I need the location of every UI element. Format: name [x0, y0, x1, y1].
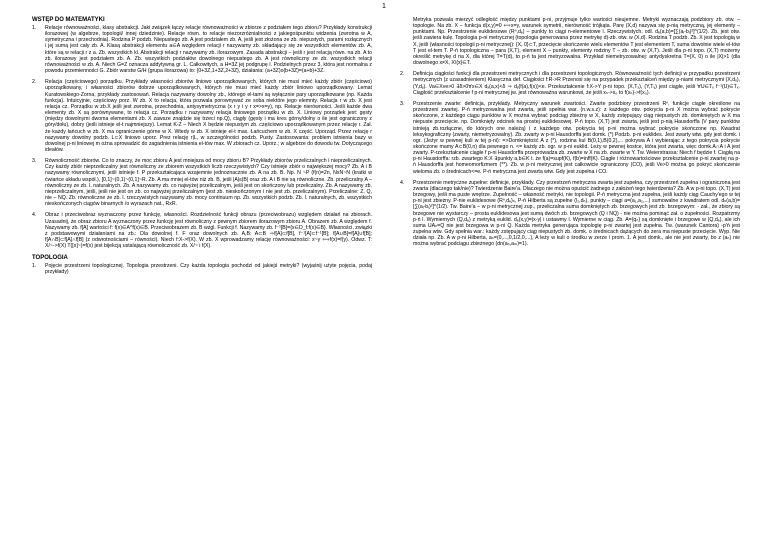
item-number-empty — [400, 17, 413, 66]
item-number: 1. — [32, 263, 37, 270]
list-item — [32, 25, 372, 74]
item-number: 3. — [32, 158, 37, 165]
left-column — [32, 17, 372, 281]
item-text: Definicja ciągłości funkcji dla przestrzeni metrycznych i dla przestrzeni topologicznych. Równoważność tych definicji w przypadku przestrzeni metrycznych (z uzasadnieniem) Klasyczna def. Ciągłości f:R->R Przenosi się na przypadek przekształceń między p-niami metrycznymi (X,dₓ), (Y,dᵧ). Va∈Xve>0 ∃δ>0∀x∈X dₓ(a,x)<δ ⇒ dᵧ(f(a),f(x))<e. Przekształcenie f:X->Y p-ni topo. (X,Tₓ), (Y,Tᵧ) jest ciągłe, jeśli ∀U∈Tᵧ f⁻¹(U)∈Tₓ. Ciągłość przekształcenie f p-ni metrycznej jw. jest równoważna warunkowi, że jeśli xₙ->x₀ to f(xₙ)->f(x₀). — [413, 71, 740, 96]
list-item — [32, 79, 372, 153]
item-text: Obraz i przeciwobraz wyznaczony przez funkcję, własności. Rozdzielność funkcji obrazu (przeciwobrazu) względem działań na zbiorach. Uzasadnij, że obraz zbioru A wyznaczony przez funkcję jest równoliczny z pewnym zbiorem ilorazowym zbioru A. Obrazem zb. A względem f. Nazywamy zb. f[A] wartości f: f(x)∈A^f(x)∈B. Przeciwobrazem zb. B wzgl. Funkcji f. Nazywamy zb. f⁻¹[B]={x∈D_f:f(x)∈B}. Własności, związki z podstawowymi działaniami na zb.: Dla dowolnej f. F oraz dowolnych zb. A,B: A⊂B ⇒f[A]⊂f[B], f⁻¹[A]⊂f⁻¹[B]; f[A∪B]=f[A]∪f[B]; f[A∩B]⊂f[A]∩f[B] (z odwrotnościami – równości). Niech f:X->f(X). W zb. X wprowadzamy relację równoważności: x~y ⟺f(x)=f(y). Odwz. T: X/~->f(X) T([x]~)=f(x) jest bijekcją ustalającą równoliczność zb. X/~ i f(X). — [45, 212, 372, 250]
list-item-continuation — [400, 17, 740, 66]
section-title-topologia: TOPOLOGIA — [32, 255, 68, 262]
item-text: Metryka pozwala mierzyć odległość między punktami p-ni, przyjmuje tylko wartości nieujemne. Metryki wyznaczają podzbiory zb. otw. – topologie. Na zb. X – funkcja d(x,y)=0 ⟺x=y, warunek symetrii, nierówność trójkąta. Parę (X,d) nazywa się p-nią metryczną, jej elementy – punktami. Np. Przestrzenie euklidesowe (Rⁿ,dₑ) – punkty to ciągi n-elementowe l. Rzeczywistych, odl. dₑ(a,b)=[∑(aᵢ-bᵢ)²]^(1/2). Zb. jest otw. jeśli zawiera kulę. Topologia p-ni metrycznej (topologia generowana przez metrykę d)-zb. otw. w (X,d). Rodzina T podzb. Zb. X jest topologią w X, jeśli (własności topologii p-ni metrycznej): {X, 0}⊂T, przecięcie skończenie wielu elementów T jest elementem T, suma dowolnie wiele el-tów T jest el-tem T. P-ń topologiczna – para (X,T), element X – punkty, elementy rodziny T – zb. otw. w (X,T). Jeśli dla p-ni topo. (X,T) możemy określić metrykę d na X, dla której T=T(d), to p-ń ta jest metryzowalna. Przykład niemetryzowalnej: antydyskretna T={X, 0} o ile |X|>1 (dla dowolnego x≠X, X\{x}∈T. — [413, 17, 740, 67]
item-number: 2. — [400, 71, 405, 78]
list-item — [32, 263, 372, 275]
right-column — [400, 17, 740, 252]
item-text: Pojęcie przestrzeni topologicznej. Topologia przestrzeni. Czy każda topologia pochodzi od jakiejś metryki? (wyjaśnij użyte pojęcia, podaj przykłady) — [45, 263, 372, 276]
list-item — [400, 101, 740, 175]
item-text: Przestrzenie zwarte: definicja, przykłady. Metryczny warunek zwartości. Zwarte podzbiory przestrzeni Rⁿ, funkcje ciągłe określone na przestrzeni zwartej. P-ń metryzowalna jest zwarta, jeśli spełnia war. (n.w.s.z): z każdego otw. pokrycia p-ni X można wybrać pokrycie skończone, z każdego ciągu punktów w X można wybrać podciąg zbieżny w X, każdy zstępujący ciąg niepustych zb. domkniętych w X ma niepuste przecięcie. np. Domknięty odcinek na prostej euklidesowej. P-ń topo. (X,T) jest zwarta, jeśli jest p-nią Hausdorffa (V pary punktów istnieją zb.rozłączne, do których one należą) i z każdego otw. pokrycia tej p-ni można wybrać pokrycie skończone np. Kwadrat leksykograficzny (zwarty, niemetryzowalny). Zb. zwarty w p-ni Hausdorffa jest domk. (*) Podzb. p-ni euklides. Jest zwarty wtw. gdy jest domk. i ogr. (Jeżyr w pewnej kuli w tej p-ni): =>Domkniętość A z (*), rodzina kul B(0,1),B(0,2),... pokrywa A i wybierając z tego pokrycia pokrycie skończone mamy A⊂B(0,n) dla pewnego n. <= każdy zb. ogr. w p-ni euklid. Leży w pewnej kostce, która jest zwarta, więc domk.A∩A i A jest zwarty. P-rzekształcenie ciągłe f p-ni Hausdorffa przeprowadza zb. zwarte w X na zb. zwarte w Y. Tw. Weierstrassa: Niech f będzie f. Ciągłą na p-ni Hausdorffa: rzb. zwartego K:X ∃punkty a,b∈K t. że f(a)=supf(K), f(b)=inff(K). Ciągłe i różnowartościowe przekształcenie p-ni zwartej na p-ń Hausdorffa jest homeomorfizmem (**). Zb. w p-ni metrycznej jest całkowicie ograniczony (CO), jeśli Ve>0 można go pokryć skończenie wieloma zb. o średnicach<=e. P-ń metryczna jest zwarta wtw. Gdy jest zupełna i CO. — [413, 100, 740, 175]
item-number: 3. — [400, 100, 405, 107]
section-title-wstep: WSTĘP DO MATEMATYKI — [32, 17, 105, 23]
item-number: 1. — [32, 25, 37, 31]
list-item — [32, 212, 372, 249]
item-text: Równoliczność zbiorów. Co to znaczy, że moc zbioru A jest mniejsza od mocy zbioru B? Przykłady zbiorów przeliczalnych i nieprzeliczalnych. Czy każdy zbiór nieprzeliczalny jest równoliczny ze zbiorem wszystkich liczb rzeczywistych? Czy istnieje zbiór o największej mocy? Zb. A i B nazywamy równolicznymi, jeśli istnieje f. P przekształcająca wzajemnie jednoznacznie zb. A na zb. B. Np. N ~P (f(n)=2n, NxN~N (kratki w ćwiartce układu współ.), [0,1]~(0,1)~(0,1]~R. Zb. A ma mniej el-tów niż zb. B, jeśli |A|≤|B| oraz zb. A i B nie są równoliczne. Zb. przeliczalny A – równoliczny ze zb. l. naturalnych. Zb. A nazywamy zb. co najwyżej przeliczalnym, jeśli jest on skończony lub przeliczalny. Zb. A nazywamy zb. nieprzeliczalnym, jeśli, jeśli nie jest on zb. co najwyżej przeliczalnym (jest zb. nieskończonym i nie jest zb. przeliczalnym). Przeliczalne: Z, Q, nie – NQ. Zb. równoliczne ze zb. l. rzeczywistych nazywamy zb. mocy continuum np. Zb. wszystkich podzb. Zb. l. naturalnych, zb. wszystkich nieskończonych ciągów binarnych /o wyrazach nat., RxR. — [45, 158, 372, 208]
item-text: Relacja (częściowego) porządku. Przykłady własności zbiorów liniowo uporządkowanych, których nie musi mieć każdy zbiór (częściowo) uporządkowany, i własności zbiorów dobrze uporządkowanych, których nie musi mieć każdy zbiór liniowo uporządkowany. Lemat Kuratowskiego-Zorna, przykłady zastosowań. Relacja nazywamy dowolny zb., którego el-tami są wyłącznie pary uporządkowane (np. Każda funkcja). Intuicyjnie, częściowy porz. W zb. X to relacja, która pozwala porownywać ze soba niektóre jego elemnty. Relacja r w zb. X jest relacja cz. Porządku w zb.X jeśli jest zwrotna, przechodnia, antysymetryczna (x r y i y r x=>x=y), np. Relacje nierówności. Jeśli każde dwa elementy zb. X są porównywane, to relacja cz. Porządku r nazywamy relacja liniowego porządku w zb. X. Liniowy porządek jest: gęsty (między dowolnymi dwoma elementami zb. X zawsze znajdzie się trzeci np.Q), ciągły (gęsty i ma kres górny/dolny o ile jest ograniczony z góry/dołu), dobry (jeśli istnieje el-t najmniejszy). Lemat K-Z – Niech X będzie niepustym zb. częściowo uporządkowanym przez relację r. Zał. że każdy łańcuch w zb. X ma ograniczenie górne w X. Wtedy w zb. X istnieje el-t max. Łańcuchem w zb. X część. Uporząd. Przez relację r nazywamy dowolny podzb. L⊂X liniowo uporz. Prez relację r|L, w szczególności podzb. Pusty. Zastosowania: problem istnienia bazy w dowolnej p-ni liniowej m ożna sprowadzić do zagadnienia istnienia el-tów max. W zbiorach cz. Uporz.; w algebrze do dowodu tw. Dotyczącego ideałów. — [45, 79, 372, 153]
item-text: Przestrzenie metryczne zupełne: definicje, przykłady. Czy przestrzeń metryczna zwarta jest zupełna, czy przestrzeń zupełna i ograniczona jest zwarta (dlaczego tak/nie)? Twierdzenie Baire'a. Dlaczego nie można opuścić żadnego z założeń tego twierdzenia? Zb. A w p-ni topo. (X,T) jest brzegowy, jeśli ma puste wnętrze. Zupełność – własność metryki, nie topologii. P-ń metryczna jest zupełna, jeśli każdy ciąg Cauchy'ego w tej p-ni jest zbieżny. P-nie euklidesowe (Rⁿ,dₑ)ₙ, P-ń Hilberta są zupełne (l₂,dₕ), punkty – ciągi a=(a₁,a₂,...) sumowalne z kwadratem odl. dₕ(a,b)=[∑(aᵢ-bᵢ)²]^(1/2). Tw. Baire'a – w p-ni metrycznej zup., przeliczalna suma domkniętych zb. brzegowych jest zb. brzegowym: - zał., że zbiory są brzegowe nie wystarczy – prosta euklidesowa jest sumą dwóch zb. brzegowych (Q i NQ) - nie można pominąć zał. o zupełności. Rozpatrzmy p-ń l. Wymiernych (Q,dₑ) z metryką euklid. dₑ(x,y)=|x-y| i ustawmy l. Wymierne w ciąg. Zb. A={qₙ} są domknięte i brzegowe w (Q,dₑ), ale ich suma UAₙ=Q nie jest brzegowa w p-ni Q. Każda metryka generująca topologię p-ni zwartej jest zupełna. Tw. (warunek Cantora) -p'ń jest zupełna wtw. Gdy spełnia war.: każdy zstępujący ciąg niepustych zb. domk. o średnicach dążących do zera ma niepuste przecięcie. Wyp. Nie działa np. Zb. A w p-ni Hilberta, aₙ=(0,...,0,1/2,0,...), A leży w kuli o środku w zerze i prom. 1. A jest domk., ale nie jest zwarty, bo z (aₙ) nie można wybrać podciągu zbieżnego (dn(aₙ,aₘ)=1). — [413, 179, 740, 248]
page-number: 1 — [382, 3, 386, 10]
list-item — [32, 158, 372, 207]
list-item — [400, 71, 740, 96]
item-number: 2. — [32, 79, 37, 86]
list-item — [400, 180, 740, 248]
item-text: Relacje równoważności, klasy abstrakcji. Jaki związek łączy relacje równoważności w zbiorze z podziałem tego zbioru? Przykłady konstrukcji ilorazowej (w algebrze, topologii/ innej dziedzinie). Relacje równ. to relacje niezorzróżnialności z jakiegośpunktu widzenia (zwrotna w A, symetryczna i przechodnia). Rodzina P podzb. Niepustego zb. A jest podziałem zb. A, jeśli jest złożona ze zb. niepustych, parami rozłącznych i jej sumą jest cały zb. A. Klasą abstrakcji elementu a∈A względem relacji r nazywamy zb. składający się ze wszystkich elementów zb. A, które są w relacji r z a. Zb. wszystkich kl. Abstrakcji relacji r nazywamy zb. ilorazowym. Zasada abstrakcji – jeśli r jest relacją równ. na zb. A to zb. ilorazowy jest podziałem zb. A. Zb. wszystkich podziałów dowolnego niepustego zb. A jest równoliczny ze zb. wszystkich relacji równoważności w zb. A. Niech G=Z oznacza addytywną gr. L. Całkowitych, a H=3Z jej podgrupę l. Podzielnych przez 3, która jest normalna z powodu przemienności G. Zbiór warstw G/H (grupa ilorazowa) to: {0+3Z,1+3Z,2+3Z}, działania: (a+3Z)o(b+3Z)=(a+b)+3Z. — [45, 25, 372, 75]
item-number: 4. — [400, 179, 405, 186]
item-number: 4. — [32, 212, 37, 219]
